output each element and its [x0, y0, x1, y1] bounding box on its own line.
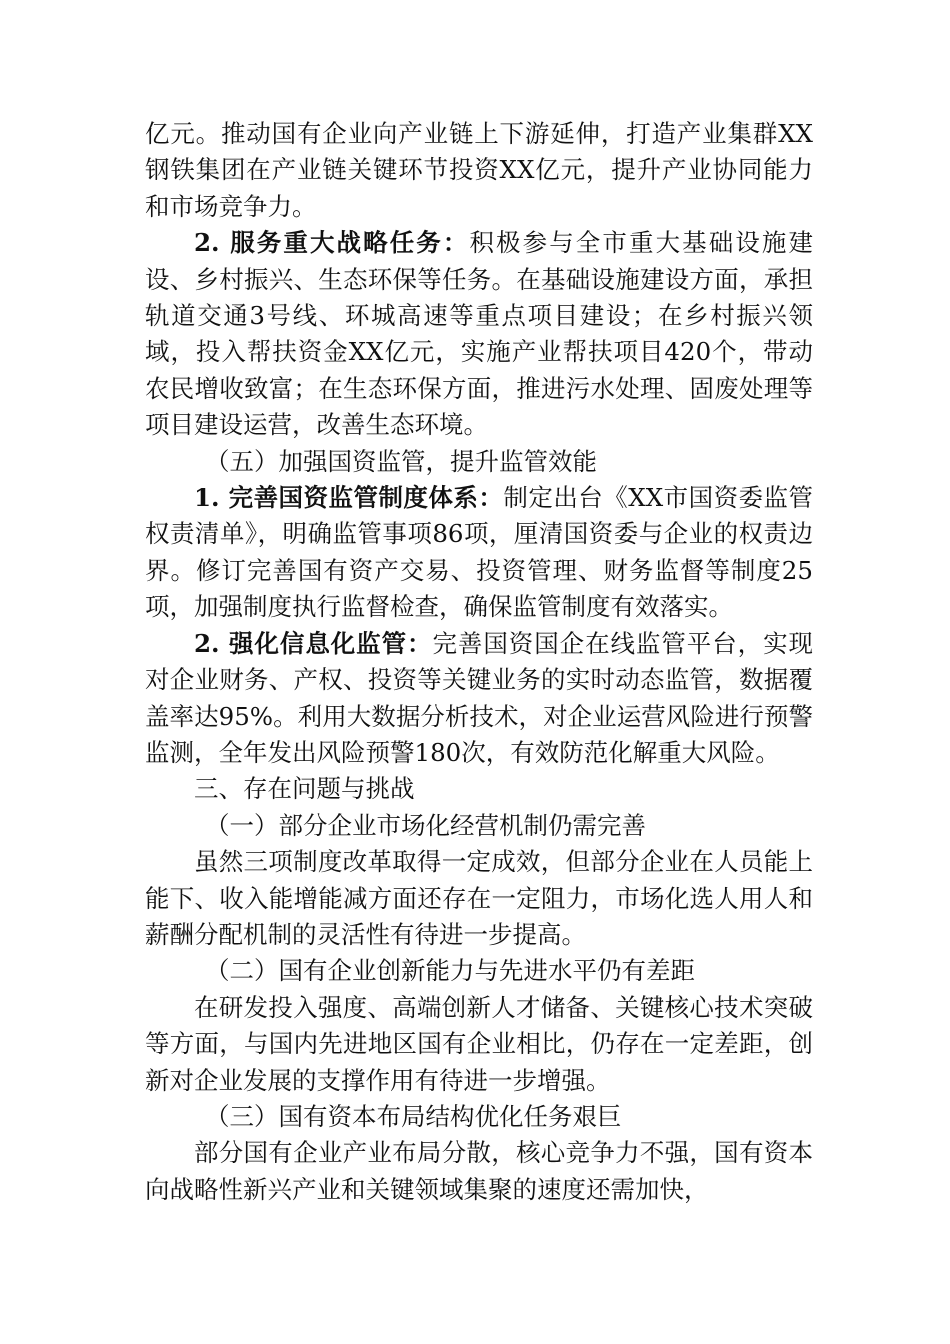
- paragraph-capital-layout: 部分国有企业产业布局分散，核心竞争力不强，国有资本向战略性新兴产业和关键领域集聚的速度还需加快，: [145, 1138, 813, 1204]
- paragraph-text-strategic-tasks: 积极参与全市重大基础设施建设、乡村振兴、生态环保等任务。在基础设施建设方面，承担轨道交通3号线、环城高速等重点项目建设；在乡村振兴领域，投入帮扶资金XX亿元，实施产业帮扶项目420个，带动农民增收致富；在生态环保方面，推进污水处理、固废处理等项目建设运营，改善生态环境。: [145, 228, 813, 440]
- paragraph-industry-chain: 亿元。推动国有企业向产业链上下游延伸，打造产业集群XX钢铁集团在产业链关键环节投资XX亿元，提升产业协同能力和市场竞争力。: [145, 119, 813, 221]
- heading-section-three: 三、存在问题与挑战: [194, 774, 415, 804]
- paragraph-strategic-tasks: [145, 225, 813, 443]
- paragraph-regulation-system: [145, 480, 813, 626]
- paragraph-innovation-gap: 在研发投入强度、高端创新人才储备、关键核心技术突破等方面，与国内先进地区国有企业相比，仍存在一定差距，创新对企业发展的支撑作用有待进一步增强。: [145, 992, 813, 1095]
- heading-capital-layout: （三）国有资本布局结构优化任务艰巨: [205, 1101, 622, 1131]
- paragraph-text-regulation-system: 制定出台《XX市国资委监管权责清单》，明确监管事项86项，厘清国资委与企业的权责边界。修订完善国有资产交易、投资管理、财务监督等制度25项，加强制度执行监督检查，确保监管制度有效落实。: [145, 483, 814, 622]
- paragraph-lead-informatization: 2. 强化信息化监管：: [194, 628, 433, 658]
- paragraph-lead-strategic-tasks: 2. 服务重大战略任务：: [194, 228, 470, 258]
- heading-market-mechanism: （一）部分企业市场化经营机制仍需完善: [205, 810, 646, 840]
- heading-innovation-gap: （二）国有企业创新能力与先进水平仍有差距: [205, 956, 695, 986]
- heading-supervision: （五）加强国资监管，提升监管效能: [205, 446, 597, 476]
- paragraph-lead-regulation-system: 1. 完善国资监管制度体系：: [194, 483, 504, 513]
- paragraph-market-mechanism: 虽然三项制度改革取得一定成效，但部分企业在人员能上能下、收入能增能减方面还存在一定阻力，市场化选人用人和薪酬分配机制的灵活性有待进一步提高。: [145, 847, 813, 949]
- paragraph-informatization: [145, 626, 813, 772]
- paragraph-text-informatization: 完善国资国企在线监管平台，实现对企业财务、产权、投资等关键业务的实时动态监管，数据覆盖率达95%。利用大数据分析技术，对企业运营风险进行预警监测，全年发出风险预警180次，有效防范化解重大风险。: [145, 628, 814, 767]
- document-body: [145, 116, 813, 1208]
